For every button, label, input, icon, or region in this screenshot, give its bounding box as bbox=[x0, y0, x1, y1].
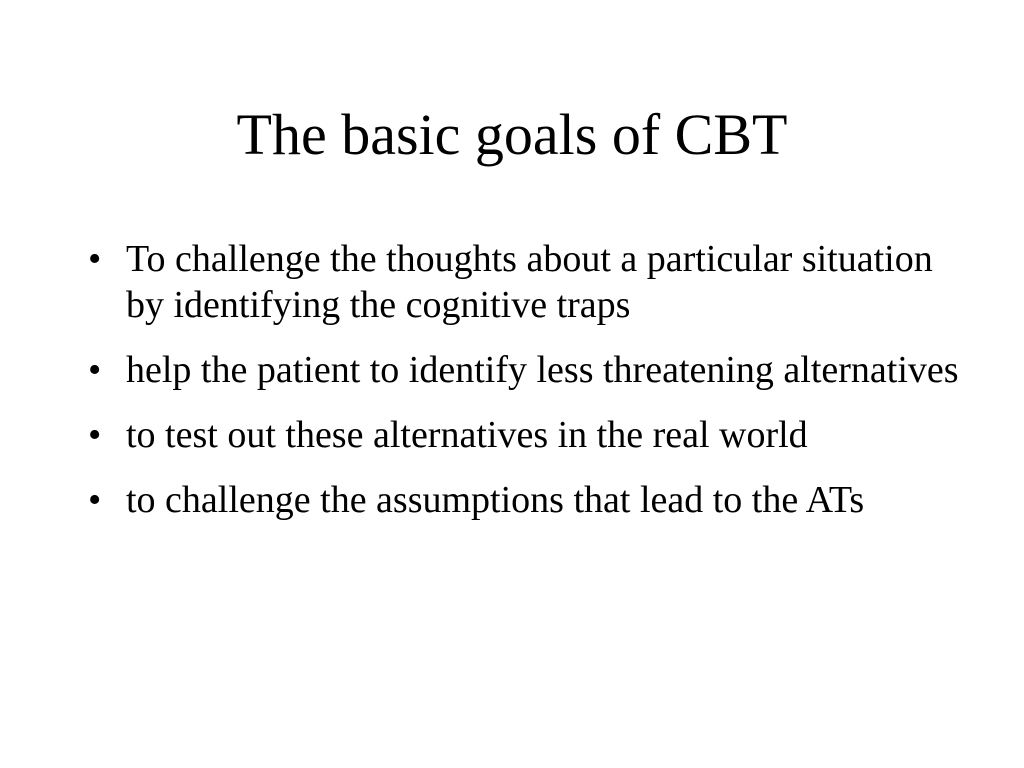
bullet-item bbox=[88, 347, 968, 393]
bullet-item bbox=[88, 236, 968, 328]
bullet-dot-icon: • bbox=[88, 349, 102, 391]
bullet-item bbox=[88, 477, 968, 523]
bullet-dot-icon: • bbox=[88, 479, 102, 521]
bullet-dot-icon: • bbox=[88, 414, 102, 456]
bullet-text: to test out these alternatives in the real world bbox=[126, 414, 808, 456]
bullet-item bbox=[88, 412, 968, 458]
bullet-list bbox=[88, 236, 968, 542]
bullet-text: To challenge the thoughts about a particular situation by identifying the cognitive traps bbox=[126, 238, 933, 326]
bullet-text: to challenge the assumptions that lead to the ATs bbox=[126, 479, 865, 521]
slide-title: The basic goals of CBT bbox=[236, 102, 788, 167]
bullet-text: help the patient to identify less threatening alternatives bbox=[126, 349, 959, 391]
bullet-dot-icon: • bbox=[88, 238, 102, 280]
